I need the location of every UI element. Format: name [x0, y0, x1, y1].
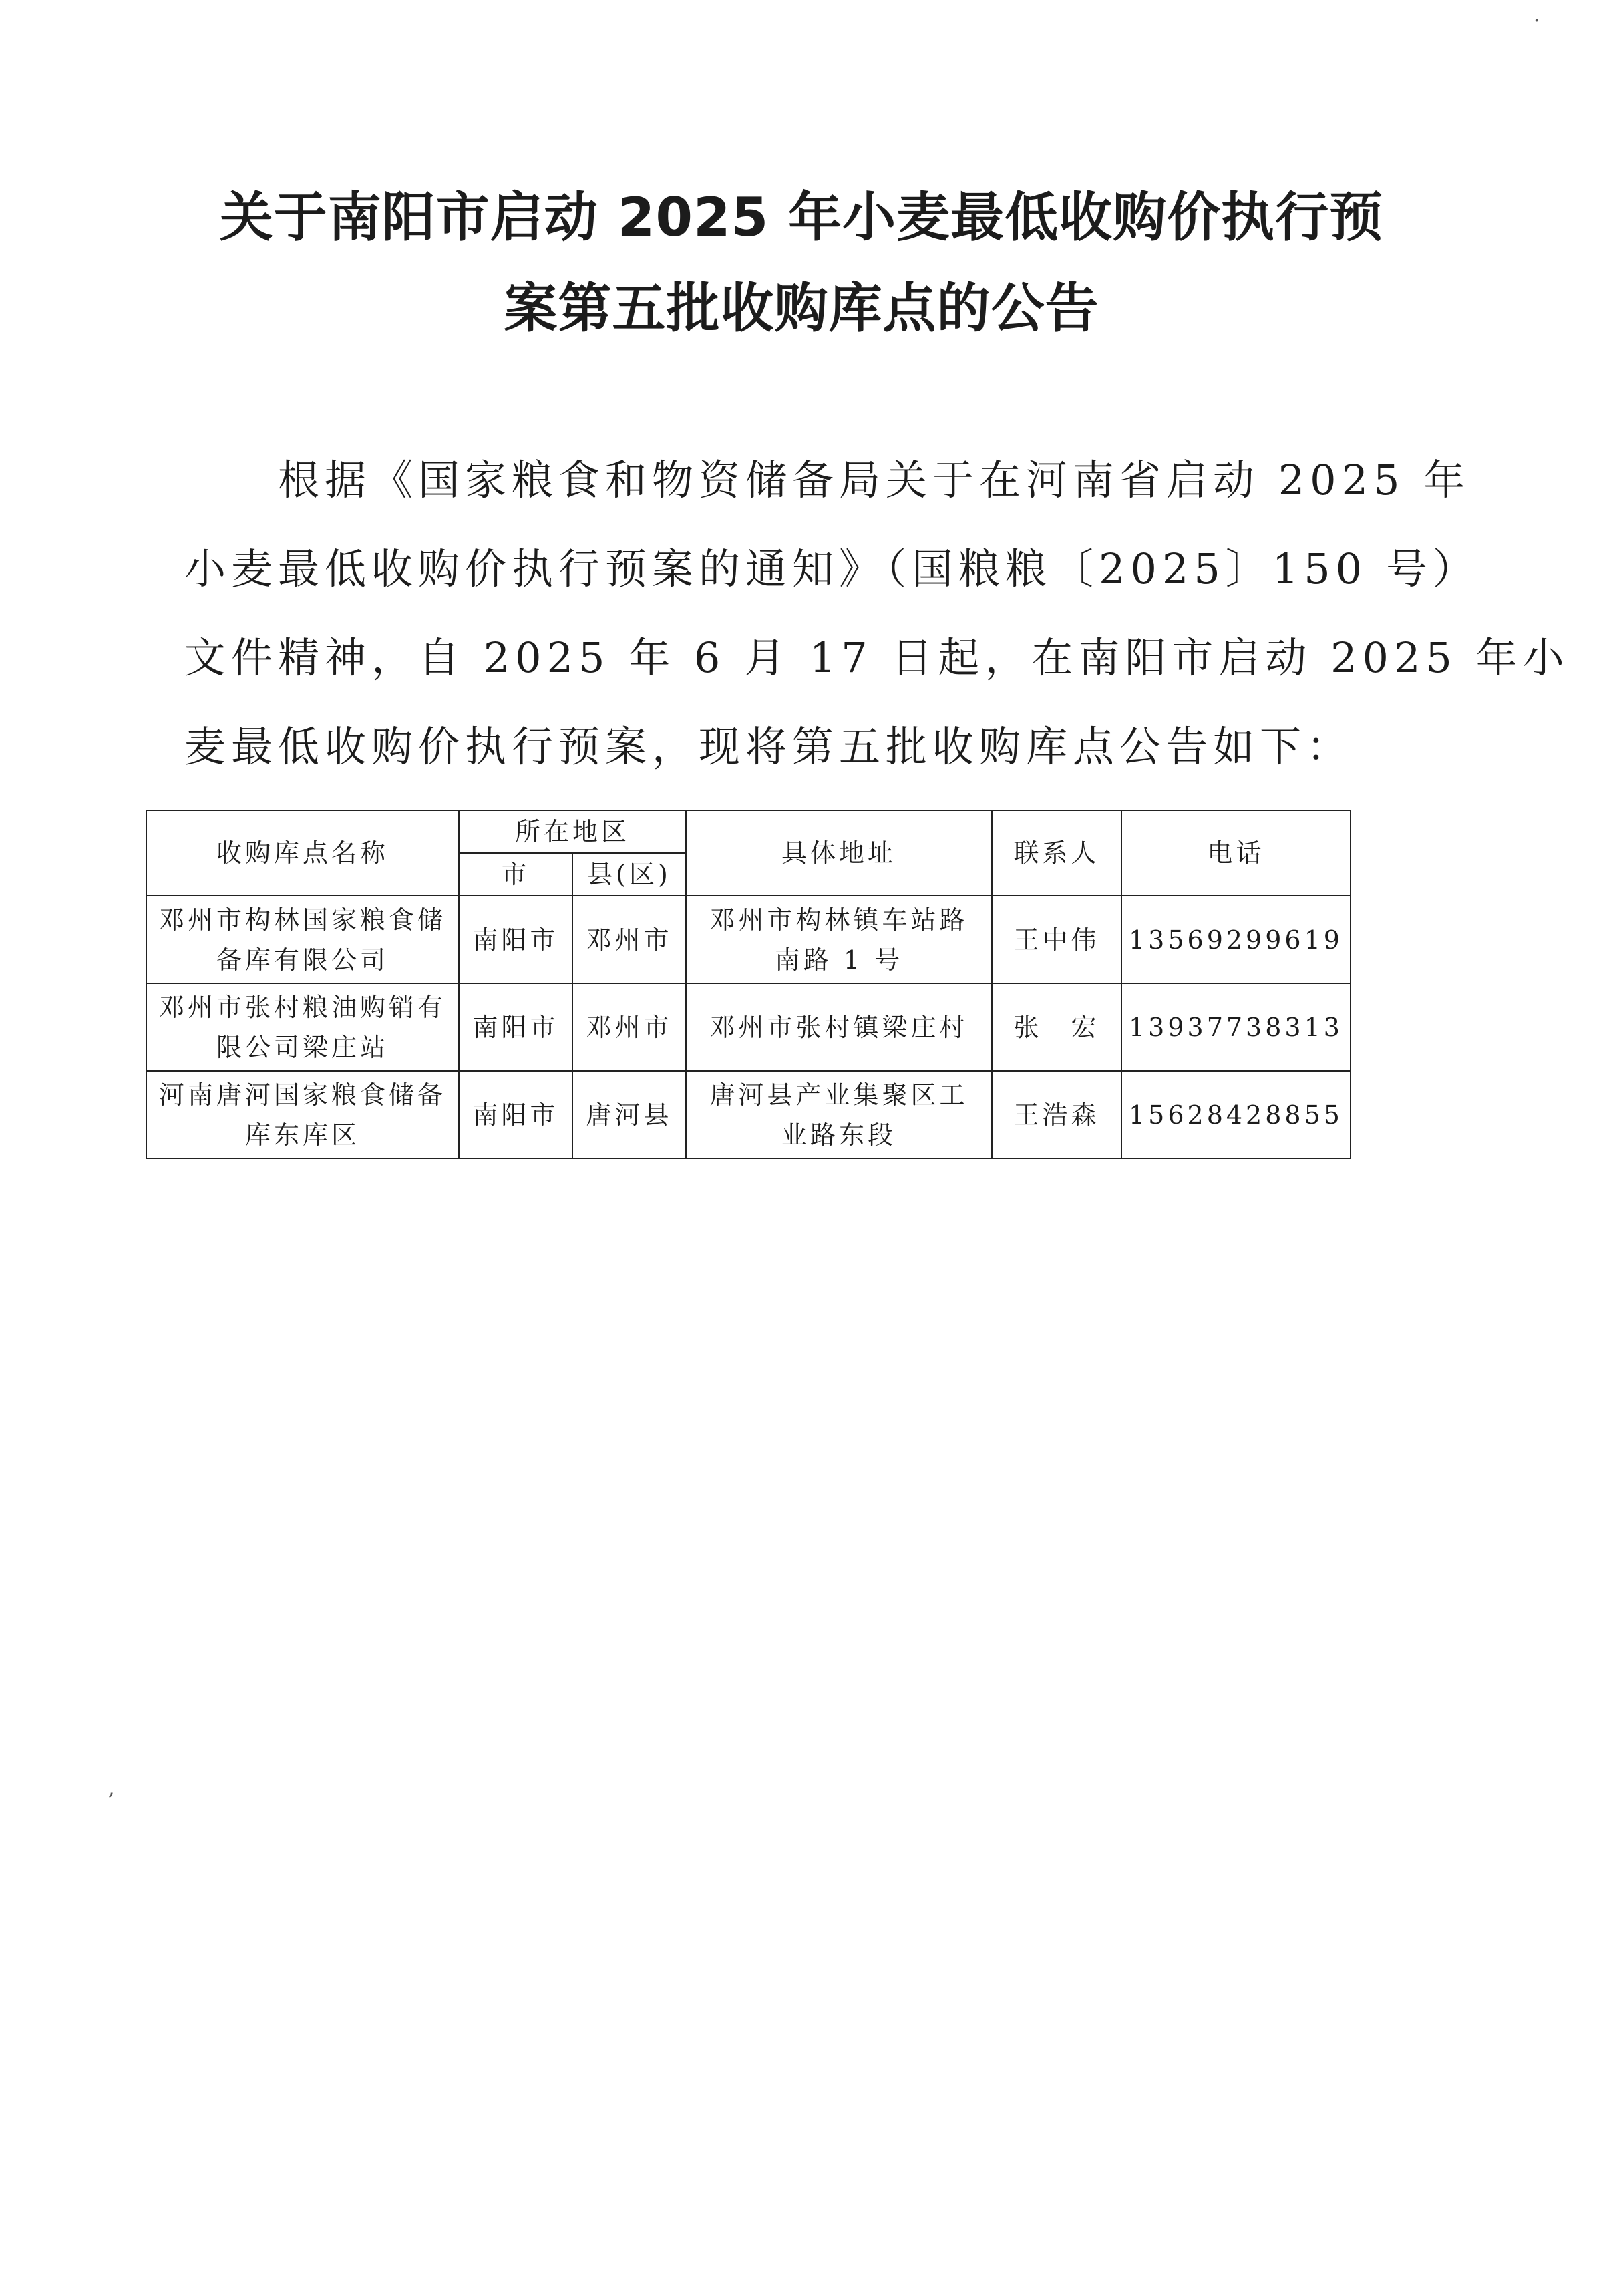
station-name-line: 邓州市构林国家粮食储 [158, 905, 446, 935]
table-header-row [146, 810, 1351, 853]
contact-cell: 王中伟 [992, 896, 1121, 983]
header-city: 市 [459, 853, 572, 896]
scan-speck-mark: , [108, 1777, 115, 1800]
city-cell: 南阳市 [459, 896, 572, 983]
title-line-2: 案第五批收购库点的公告 [504, 277, 1099, 339]
document-title [134, 172, 1469, 354]
station-name-line: 备库有限公司 [216, 945, 389, 975]
body-line-4: 麦最低收购价执行预案，现将第五批收购库点公告如下： [184, 722, 1354, 771]
header-contact: 联系人 [992, 810, 1121, 896]
county-cell: 邓州市 [572, 896, 686, 983]
header-address: 具体地址 [686, 810, 992, 896]
address-line: 唐河县产业集聚区工 [709, 1080, 968, 1110]
city-cell: 南阳市 [459, 1071, 572, 1158]
body-paragraph [184, 436, 1570, 791]
address-line: 业路东段 [781, 1120, 896, 1150]
station-name-line: 限公司梁庄站 [216, 1032, 389, 1062]
county-cell: 邓州市 [572, 983, 686, 1071]
contact-cell: 张 宏 [992, 983, 1121, 1071]
header-phone: 电话 [1121, 810, 1351, 896]
city-cell: 南阳市 [459, 983, 572, 1071]
contact-cell: 王浩森 [992, 1071, 1121, 1158]
station-name-line: 河南唐河国家粮食储备 [158, 1080, 446, 1110]
station-name-cell [146, 983, 459, 1071]
scan-speck-mark: · [1534, 9, 1540, 33]
title-line-1: 关于南阳市启动 2025 年小麦最低收购价执行预 [219, 186, 1384, 249]
station-name-cell [146, 1071, 459, 1158]
body-line-3: 文件精神，自 2025 年 6 月 17 日起，在南阳市启动 2025 年小 [184, 633, 1570, 682]
phone-cell: 13937738313 [1121, 983, 1351, 1071]
address-line: 邓州市构林镇车站路 [709, 905, 968, 935]
table-row [146, 983, 1351, 1071]
county-cell: 唐河县 [572, 1071, 686, 1158]
table-row [146, 1071, 1351, 1158]
purchase-stations-table [146, 810, 1351, 1159]
address-line: 邓州市张村镇梁庄村 [709, 1012, 968, 1042]
address-cell [686, 1071, 992, 1158]
station-name-cell [146, 896, 459, 983]
address-cell [686, 896, 992, 983]
body-line-1: 根据《国家粮食和物资储备局关于在河南省启动 2025 年 [278, 456, 1471, 504]
address-line: 南路 1 号 [774, 945, 904, 975]
station-name-line: 邓州市张村粮油购销有 [158, 992, 446, 1022]
header-county: 县(区) [572, 853, 686, 896]
header-region: 所在地区 [459, 810, 686, 853]
address-cell [686, 983, 992, 1071]
body-line-2: 小麦最低收购价执行预案的通知》（国粮粮〔2025〕150 号） [184, 544, 1479, 593]
phone-cell: 13569299619 [1121, 896, 1351, 983]
header-station-name: 收购库点名称 [146, 810, 459, 896]
station-name-line: 库东库区 [244, 1120, 360, 1150]
table-row [146, 896, 1351, 983]
phone-cell: 15628428855 [1121, 1071, 1351, 1158]
